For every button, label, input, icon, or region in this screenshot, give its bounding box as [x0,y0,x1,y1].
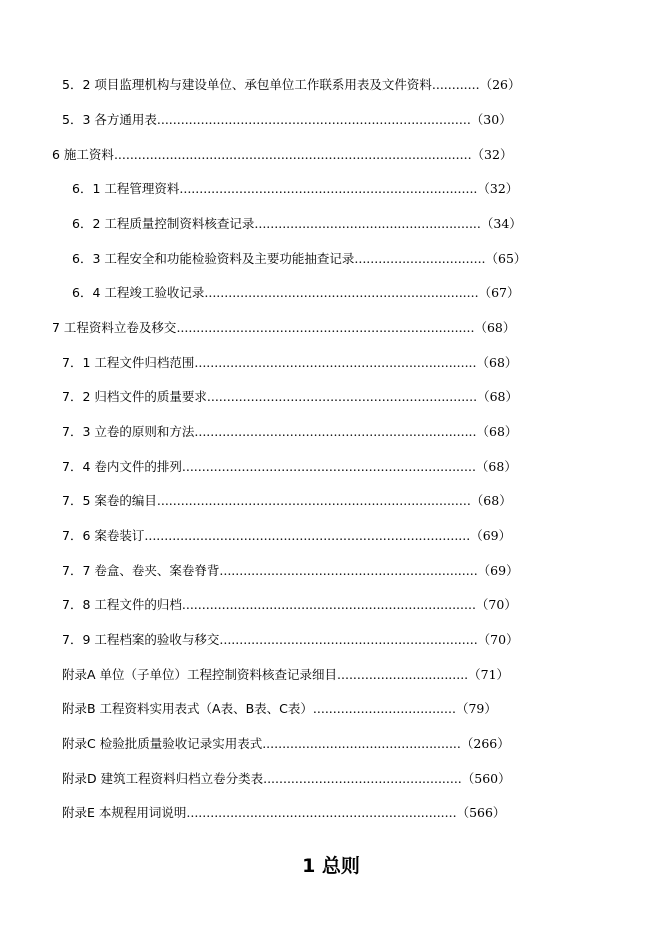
toc-leader-dots: ........................................................................... [179,181,478,196]
toc-leader-dots: .................................... [312,701,456,716]
toc-page-number: （68） [475,459,517,474]
toc-entry-7-5[interactable] [62,491,512,511]
toc-page-number: （65） [485,251,527,266]
toc-leader-dots: ......................................................... [254,216,481,231]
toc-leader-dots: ................................. [337,667,469,682]
toc-leader-dots: ................................................................. [219,632,478,647]
toc-leader-dots: ................................. [354,251,486,266]
toc-entry-title: 附录E 本规程用词说明 [62,805,187,820]
toc-page-number: （68） [470,493,512,508]
toc-entry-title: 附录D 建筑工程资料归档立卷分类表 [62,771,264,786]
toc-entry-title: 7．4 卷内文件的排列 [62,459,182,474]
toc-entry-7[interactable] [52,318,515,338]
toc-entry-title: 6．2 工程质量控制资料核查记录 [72,216,255,231]
toc-entry-title: 7．5 案卷的编目 [62,493,157,508]
toc-leader-dots: ....................................................................... [194,424,477,439]
toc-entry-6-4[interactable] [72,283,519,303]
toc-leader-dots: .................................................................................. [144,528,471,543]
toc-entry-title: 附录C 检验批质量验收记录实用表式 [62,736,263,751]
toc-entry-title: 6．1 工程管理资料 [72,181,180,196]
toc-entry-title: 7．3 立卷的原则和方法 [62,424,195,439]
toc-leader-dots: .......................................................................................... [113,147,472,162]
toc-leader-dots: .......................................................................... [181,597,476,612]
toc-page-number: （79） [455,701,497,716]
toc-entry-7-1[interactable] [62,353,517,373]
toc-entry-title: 6 施工资料 [52,147,114,162]
toc-leader-dots: ............................................................................... [156,112,471,127]
toc-leader-dots: .................................................................... [186,805,457,820]
toc-page-number: （68） [474,320,516,335]
toc-entry-7-7[interactable] [62,561,519,581]
toc-entry-title: 附录A 单位（子单位）工程控制资料核查记录细目 [62,667,338,682]
toc-entry-appendix-e[interactable] [62,803,505,823]
toc-entry-5-2[interactable] [62,75,520,95]
toc-entry-7-9[interactable] [62,630,519,650]
toc-entry-7-3[interactable] [62,422,517,442]
toc-entry-title: 7．2 归档文件的质量要求 [62,389,207,404]
toc-entry-title: 7．1 工程文件归档范围 [62,355,195,370]
toc-page-number: （32） [477,181,519,196]
toc-page-number: （68） [477,389,518,404]
toc-entry-6-2[interactable] [72,214,522,234]
toc-leader-dots: ................................................................. [219,563,478,578]
toc-page-number: （69） [470,528,512,543]
toc-entry-title: 7．8 工程文件的归档 [62,597,182,612]
toc-entry-title: 7．6 案卷装订 [62,528,145,543]
toc-entry-7-4[interactable] [62,457,517,477]
toc-page-number: （68） [476,424,518,439]
toc-leader-dots: .................................................................... [206,389,478,404]
toc-leader-dots: ..................................................................... [204,285,479,300]
toc-page-number: （266） [460,736,510,751]
toc-page-number: （69） [477,563,519,578]
toc-page-number: （70） [477,632,519,647]
toc-page-number: （71） [468,667,510,682]
toc-leader-dots: .................................................. [263,771,462,786]
toc-entry-6-3[interactable] [72,249,526,269]
toc-entry-7-6[interactable] [62,526,511,546]
toc-leader-dots: ............ [431,77,480,92]
toc-page-number: （70） [475,597,517,612]
toc-page-number: （26） [479,77,521,92]
toc-entry-7-2[interactable] [62,387,518,407]
toc-entry-title: 6．3 工程安全和功能检验资料及主要功能抽查记录 [72,251,355,266]
toc-page-number: （32） [471,147,513,162]
toc-leader-dots: .......................................................................... [181,459,476,474]
toc-page-number: （68） [476,355,518,370]
chapter-heading: 1 总则 [302,855,360,877]
toc-entry-title: 7．9 工程档案的验收与移交 [62,632,220,647]
toc-page-number: （566） [456,805,506,820]
toc-page-number: （30） [470,112,512,127]
toc-leader-dots: ....................................................................... [194,355,477,370]
toc-entry-appendix-a[interactable] [62,665,509,685]
toc-entry-6-1[interactable] [72,179,518,199]
toc-entry-6[interactable] [52,145,512,165]
toc-page-number: （560） [461,771,511,786]
toc-leader-dots: .................................................. [262,736,461,751]
toc-entry-title: 5．3 各方通用表 [62,112,157,127]
toc-leader-dots: ............................................................................... [156,493,471,508]
toc-entry-title: 5．2 项目监理机构与建设单位、承包单位工作联系用表及文件资料 [62,77,432,92]
toc-entry-title: 7．7 卷盒、卷夹、案卷脊背 [62,563,220,578]
toc-entry-title: 7 工程资料立卷及移交 [52,320,177,335]
toc-page-number: （67） [478,285,520,300]
toc-entry-title: 附录B 工程资料实用表式（A表、B表、C表） [62,701,313,716]
toc-entry-appendix-b[interactable] [62,699,497,719]
toc-page-number: （34） [480,216,522,231]
toc-entry-appendix-c[interactable] [62,734,510,754]
toc-leader-dots: ........................................................................... [176,320,475,335]
toc-entry-7-8[interactable] [62,595,517,615]
toc-entry-appendix-d[interactable] [62,769,511,789]
toc-entry-title: 6．4 工程竣工验收记录 [72,285,205,300]
toc-entry-5-3[interactable] [62,110,512,130]
